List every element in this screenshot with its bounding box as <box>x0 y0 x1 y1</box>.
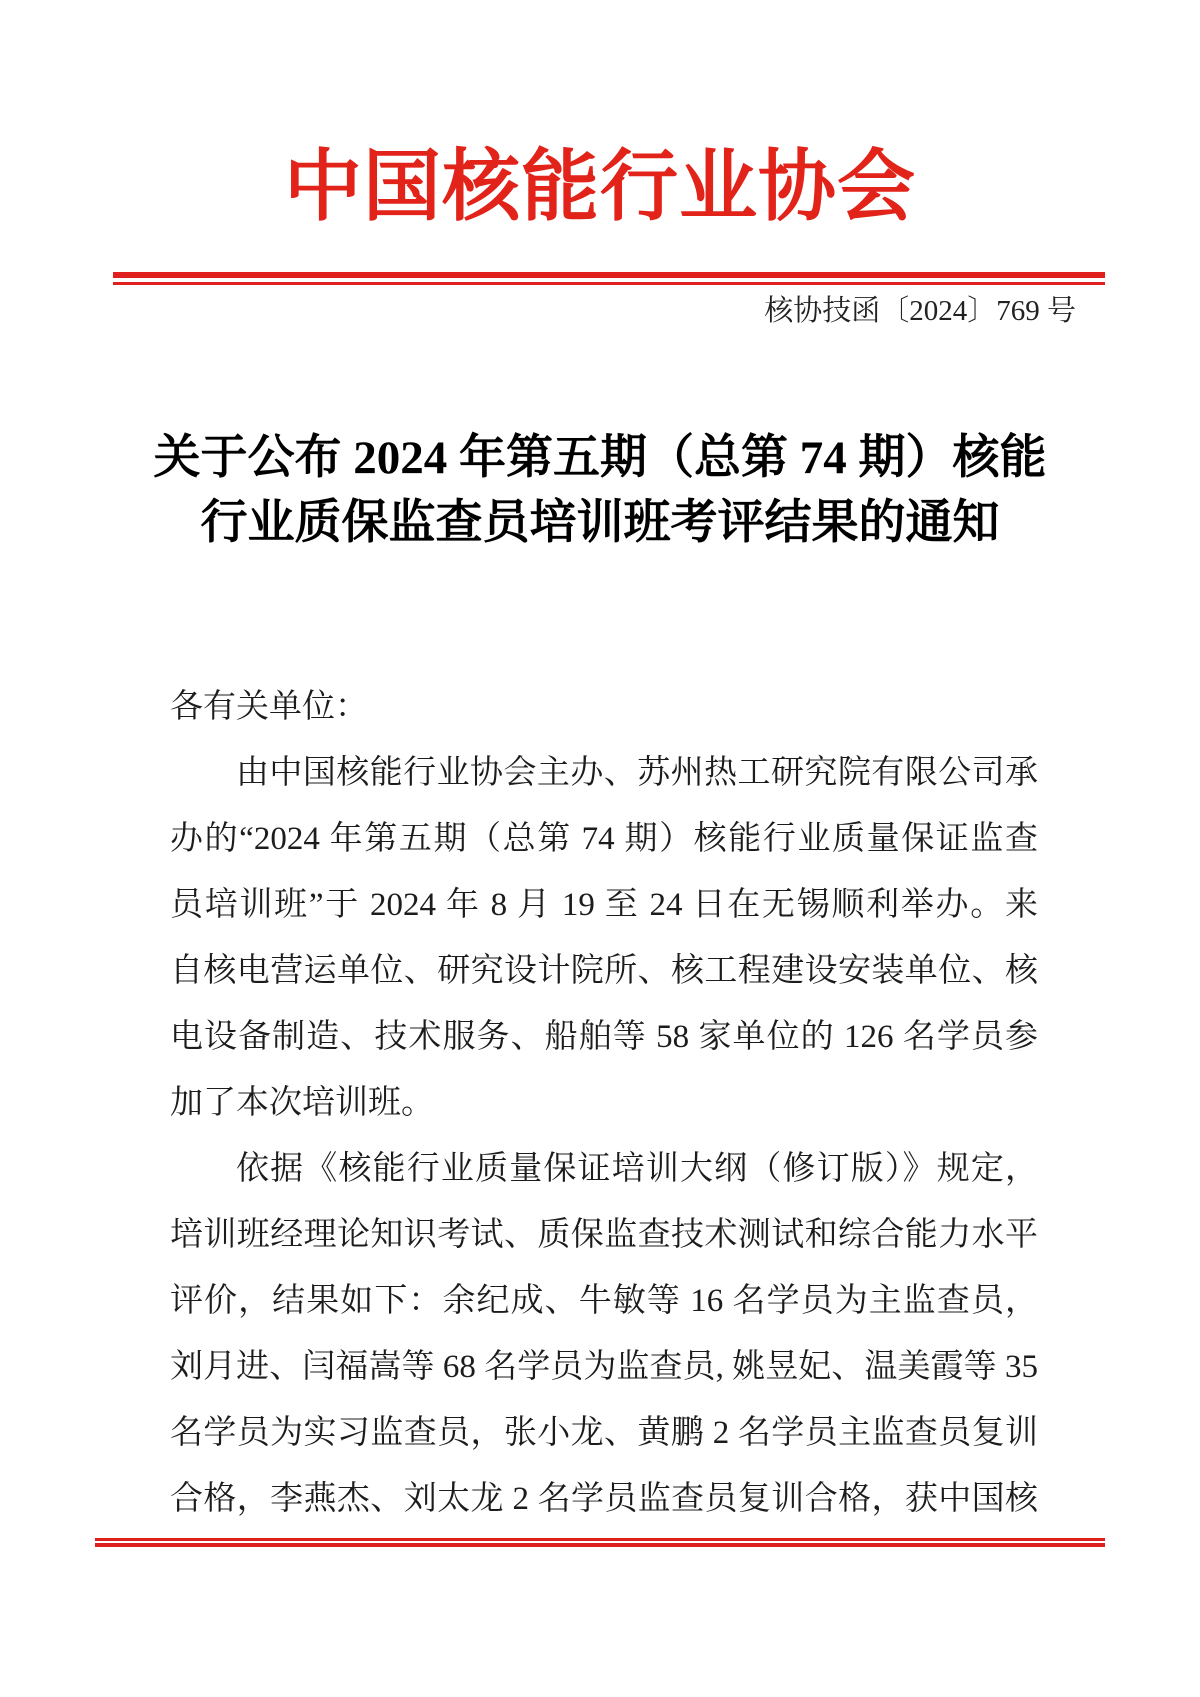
body-line: 办的“2024 年第五期（总第 74 期）核能行业质量保证监查 <box>170 820 1038 857</box>
body-line: 依据《核能行业质量保证培训大纲（修订版）》规定， <box>236 1150 1038 1187</box>
body-line: 评价，结果如下：余纪成、牛敏等 16 名学员为主监查员， <box>170 1282 1038 1319</box>
body-line: 名学员为实习监查员，张小龙、黄鹏 2 名学员主监查员复训 <box>170 1414 1038 1451</box>
body-line: 培训班经理论知识考试、质保监查技术测试和综合能力水平 <box>170 1216 1038 1253</box>
body-line: 自核电营运单位、研究设计院所、核工程建设安装单位、核 <box>170 952 1038 989</box>
notice-title-line-2: 行业质保监查员培训班考评结果的通知 <box>200 496 1000 549</box>
org-title: 中国核能行业协会 <box>283 143 916 230</box>
body-line: 电设备制造、技术服务、船舶等 58 家单位的 126 名学员参 <box>170 1018 1038 1055</box>
body-line: 员培训班”于 2024 年 8 月 19 至 24 日在无锡顺利举办。来 <box>170 886 1038 923</box>
notice-title-line-1: 关于公布 2024 年第五期（总第 74 期）核能 <box>153 431 1047 484</box>
notice-title <box>0 426 1200 556</box>
doc-number: 核协技函〔2024〕769 号 <box>764 294 1076 327</box>
header-rule-thin <box>113 282 1105 285</box>
bottom-rule-bottom <box>95 1543 1105 1547</box>
body-text <box>170 674 1038 1532</box>
body-line: 加了本次培训班。 <box>170 1084 434 1121</box>
header-double-rule <box>113 272 1105 285</box>
body-line: 由中国核能行业协会主办、苏州热工研究院有限公司承 <box>236 754 1038 791</box>
body-line: 刘月进、闫福嵩等 68 名学员为监查员, 姚昱妃、温美霞等 35 <box>170 1348 1038 1385</box>
body-line: 合格，李燕杰、刘太龙 2 名学员监查员复训合格，获中国核 <box>170 1480 1038 1517</box>
salutation: 各有关单位： <box>170 688 368 725</box>
page-bottom-rule <box>95 1538 1105 1547</box>
